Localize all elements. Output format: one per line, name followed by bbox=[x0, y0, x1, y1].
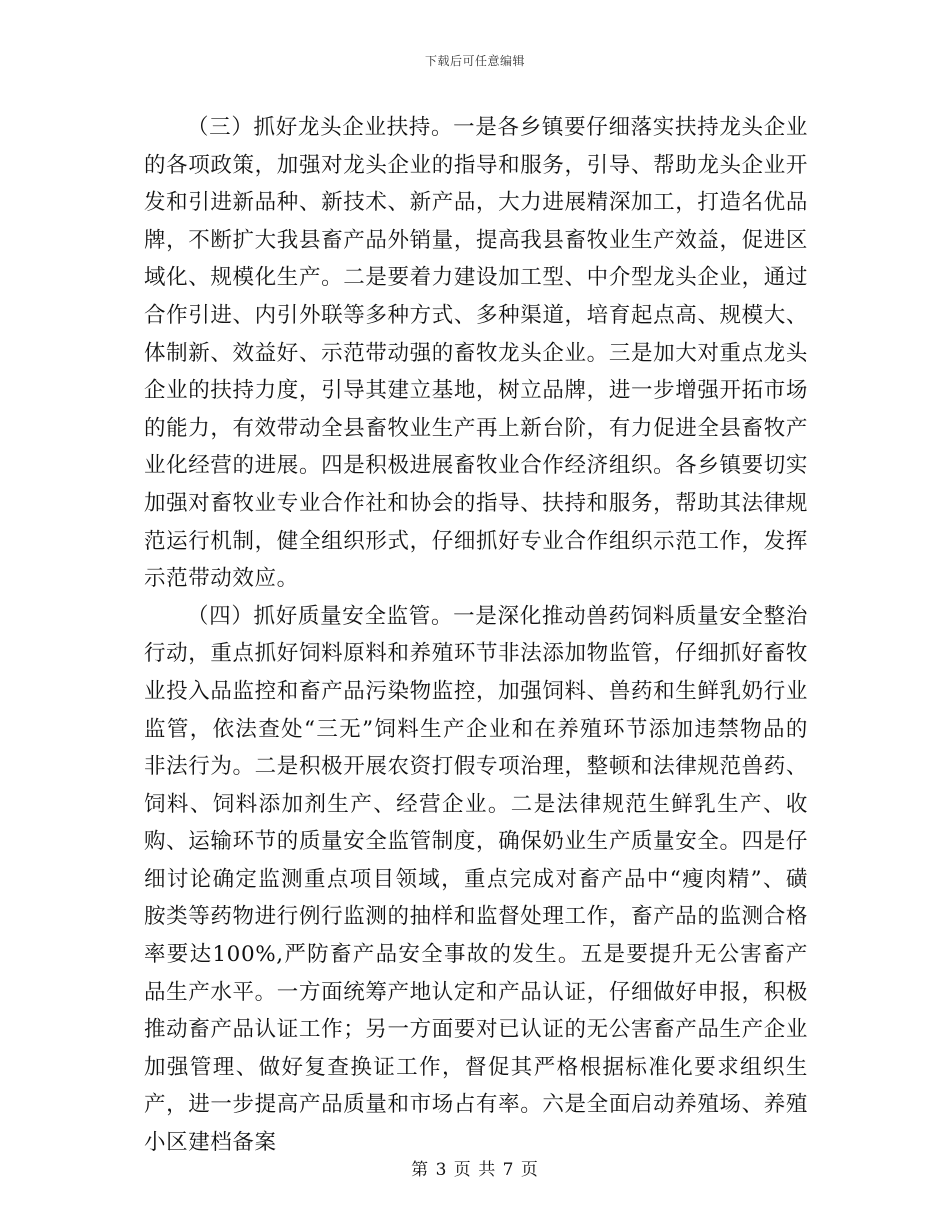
header-note: 下载后可任意编辑 bbox=[424, 54, 525, 68]
paragraph-leading-enterprises: （三）抓好龙头企业扶持。一是各乡镇要仔细落实扶持龙头企业的各项政策，加强对龙头企业的指导和服务，引导、帮助龙头企业开发和引进新品种、新技术、新产品，大力进展精深加工，打造名优品牌，不断扩大我县畜产品外销量，提高我县畜牧业生产效益，促进区域化、规模化生产。二是要着力建设加工型、中介型龙头企业，通过合作引进、内引外联等多种方式、多种渠道，培育起点高、规模大、体制新、效益好、示范带动强的畜牧龙头企业。三是加大对重点龙头企业的扶持力度，引导其建立基地，树立品牌，进一步增强开拓市场的能力，有效带动全县畜牧业生产再上新台阶，有力促进全县畜牧产业化经营的进展。四是积极进展畜牧业合作经济组织。各乡镇要切实加强对畜牧业专业合作社和协会的指导、扶持和服务，帮助其法律规范运行机制，健全组织形式，仔细抓好专业合作组织示范工作，发挥示范带动效应。 bbox=[144, 115, 808, 592]
page-number: 第 3 页 共 7 页 bbox=[411, 1160, 539, 1180]
document-body bbox=[144, 109, 808, 1162]
paragraph-quality-safety: （四）抓好质量安全监管。一是深化推动兽药饲料质量安全整治行动，重点抓好饲料原料和养殖环节非法添加物监管，仔细抓好畜牧业投入品监控和畜产品污染物监控，加强饲料、兽药和生鲜乳奶行业监管，依法查处“三无”饲料生产企业和在养殖环节添加违禁物品的非法行为。二是积极开展农资打假专项治理，整顿和法律规范兽药、饲料、饲料添加剂生产、经营企业。二是法律规范生鲜乳生产、收购、运输环节的质量安全监管制度，确保奶业生产质量安全。四是仔细讨论确定监测重点项目领域，重点完成对畜产品中“瘦肉精”、磺胺类等药物进行例行监测的抽样和监督处理工作，畜产品的监测合格率要达100%,严防畜产品安全事故的发生。五是要提升无公害畜产品生产水平。一方面统筹产地认定和产品认证，仔细做好申报，积极推动畜产品认证工作；另一方面要对已认证的无公害畜产品生产企业加强管理、做好复查换证工作，督促其严格根据标准化要求组织生产，进一步提高产品质量和市场占有率。六是全面启动养殖场、养殖小区建档备案 bbox=[144, 603, 808, 1156]
